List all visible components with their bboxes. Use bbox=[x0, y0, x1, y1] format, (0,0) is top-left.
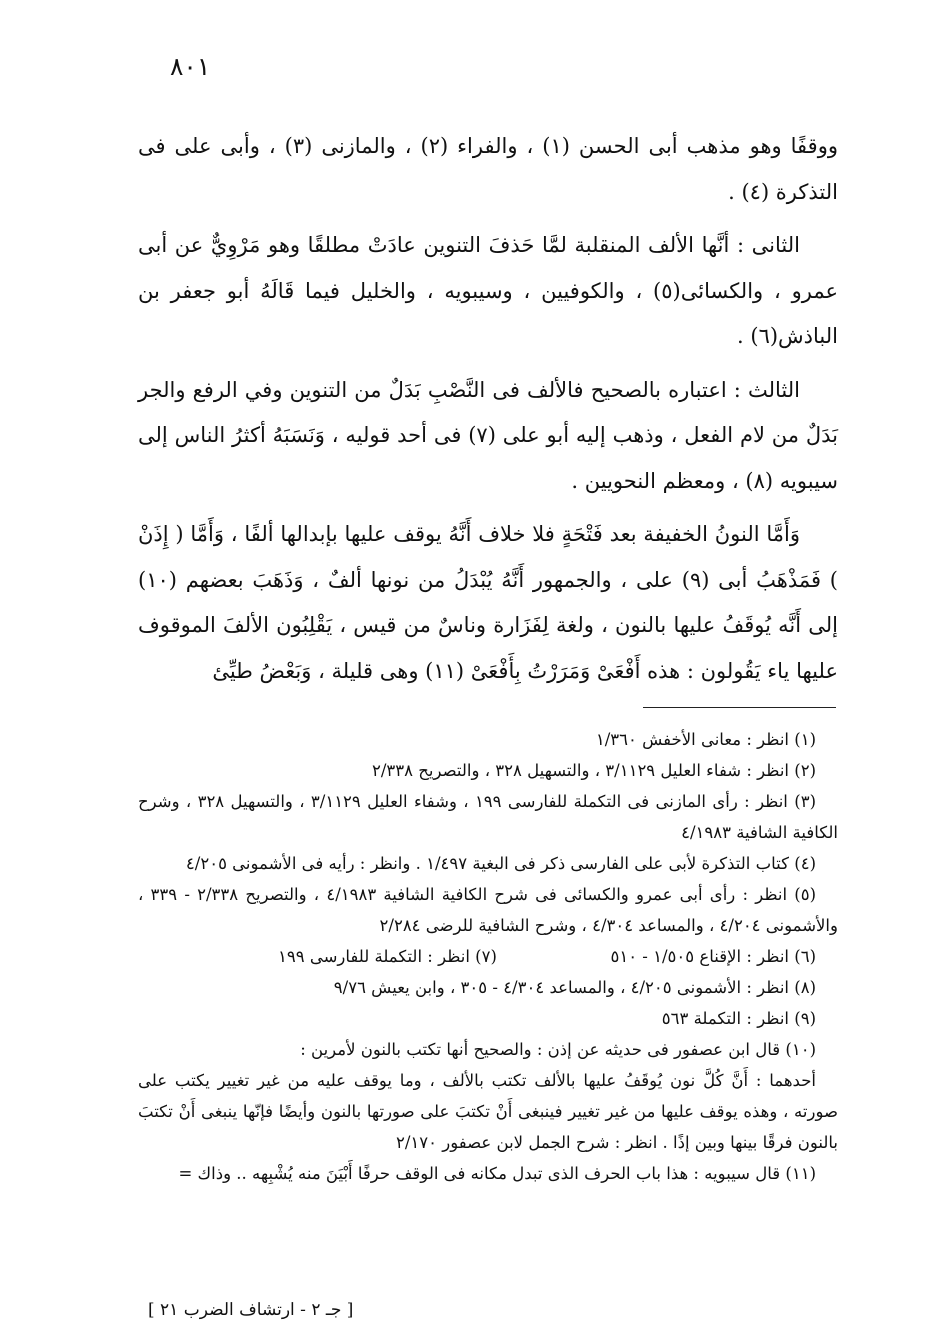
footnote-11: (١١) قال سيبويه : هذا باب الحرف الذى تبدل مكانه فى الوقف حرفًا أَبْيَنَ منه يُشْبِهه .. وذاك = bbox=[178, 1164, 816, 1183]
footnote-7: (٧) انظر : التكملة للفارسى ١٩٩ bbox=[278, 947, 497, 966]
footnotes bbox=[138, 724, 838, 1189]
footnote-5: (٥) انظر : رأى أبى عمرو والكسائى فى شرح الكافية الشافية ٤/١٩٨٣ ، والتصريح ٢/٣٣٨ - ٣٣٩ ، والأشمونى ٤/٢٠٤ ، والمساعد ٤/٣٠٤ ، وشرح الشافية للرضى ٢/٢٨٤ bbox=[138, 885, 838, 935]
footnote-10-body: أحدهما : أَنَّ كُلَّ نون يُوقَفُ عليها بالألف تكتب بالألف ، وما يوقف عليه من غير تغيير يكتب على صورته ، وهذه يوقف عليها من غير تغيير فينبغى أَنْ تكتبَ على صورتها بالنون وأيضًا فإنّها ينبغى أَنْ تكتبَ بالنون فرقًا بينها وبين إذًا . انظر : شرح الجمل لابن عصفور ٢/١٧٠ bbox=[138, 1071, 838, 1152]
paragraph: الثانى : أنَّها الألف المنقلبة لمَّا حَذفَ التنوين عادَتْ مطلقًا وهو مَرْوِيٌّ عن أبى عمرو ، والكسائى(٥) ، والكوفيين ، وسيبويه ، والخليل فيما قَالَهُ أبو جعفر بن الباذش(٦) . bbox=[138, 233, 838, 348]
signature-mark: [ جـ ٢ - ارتشاف الضرب ٢١ ] bbox=[148, 1300, 354, 1320]
footnote-6: (٦) انظر : الإقناع ١/٥٠٥ - ٥١٠ bbox=[610, 947, 816, 966]
footnote-9: (٩) انظر : التكملة ٥٦٣ bbox=[661, 1009, 816, 1028]
footnote-10-intro: (١٠) قال ابن عصفور فى حديثه عن إذن : والصحيح أنها تكتب بالنون لأمرين : bbox=[300, 1040, 816, 1059]
footnote-row-6-7 bbox=[138, 941, 838, 972]
footnote-3: (٣) انظر : رأى المازنى فى التكملة للفارسى ١٩٩ ، وشفاء العليل ٣/١١٢٩ ، والتسهيل ٣٢٨ ، وشرح الكافية الشافية ٤/١٩٨٣ bbox=[138, 792, 838, 842]
paragraph: ووقفًا وهو مذهب أبى الحسن (١) ، والفراء (٢) ، والمازنى (٣) ، وأبى على فى التذكرة (٤) . bbox=[138, 134, 839, 204]
footnote-1: (١) انظر : معانى الأخفش ١/٣٦٠ bbox=[595, 730, 816, 749]
footnote-8: (٨) انظر : الأشمونى ٤/٢٠٥ ، والمساعد ٤/٣٠٤ - ٣٠٥ ، وابن يعيش ٩/٧٦ bbox=[333, 978, 816, 997]
main-text bbox=[138, 124, 838, 702]
footnote-2: (٢) انظر : شفاء العليل ٣/١١٢٩ ، والتسهيل ٣٢٨ ، والتصريح ٢/٣٣٨ bbox=[371, 761, 816, 780]
footnote-4: (٤) كتاب التذكرة لأبى على الفارسى ذكر فى البغية ١/٤٩٧ . وانظر : رأيه فى الأشمونى ٤/٢٠٥ bbox=[185, 854, 816, 873]
paragraph: وَأَمَّا النونُ الخفيفة بعد فَتْحَةٍ فلا خلاف أَنَّهُ يوقف عليها بإبدالها ألفًا ، وَأَمَّا ( إِذَنْ ) فَمَذْهَبُ أبى (٩) على ، والجمهور أَنَّهُ يُبْدَلُ من نونها ألفٌ ، وَذَهَبَ بعضهم (١٠) إلى أَنَّه يُوقَفُ عليها بالنون ، ولغة لِفَزَارة وناسٌ من قيس ، يَقْلِبُون الألفَ الموقوف عليها ياء يَقُولون : هذه أَفْعَىْ وَمَرَرْتُ بِأَفْعَىْ (١١) وهى قليلة ، وَبَعْضُ طيِّئ bbox=[138, 522, 838, 683]
paragraph: الثالث : اعتباره بالصحيح فالألف فى النَّصْبِ بَدَلٌ من التنوين وفي الرفع والجر بَدَلٌ من لام الفعل ، وذهب إليه أبو على (٧) فى أحد قوليه ، وَنَسَبَهُ أكثرُ الناس إلى سيبويه (٨) ، ومعظم النحويين . bbox=[138, 377, 839, 493]
footnote-divider bbox=[643, 707, 836, 708]
page-number: ٨٠١ bbox=[170, 52, 211, 81]
